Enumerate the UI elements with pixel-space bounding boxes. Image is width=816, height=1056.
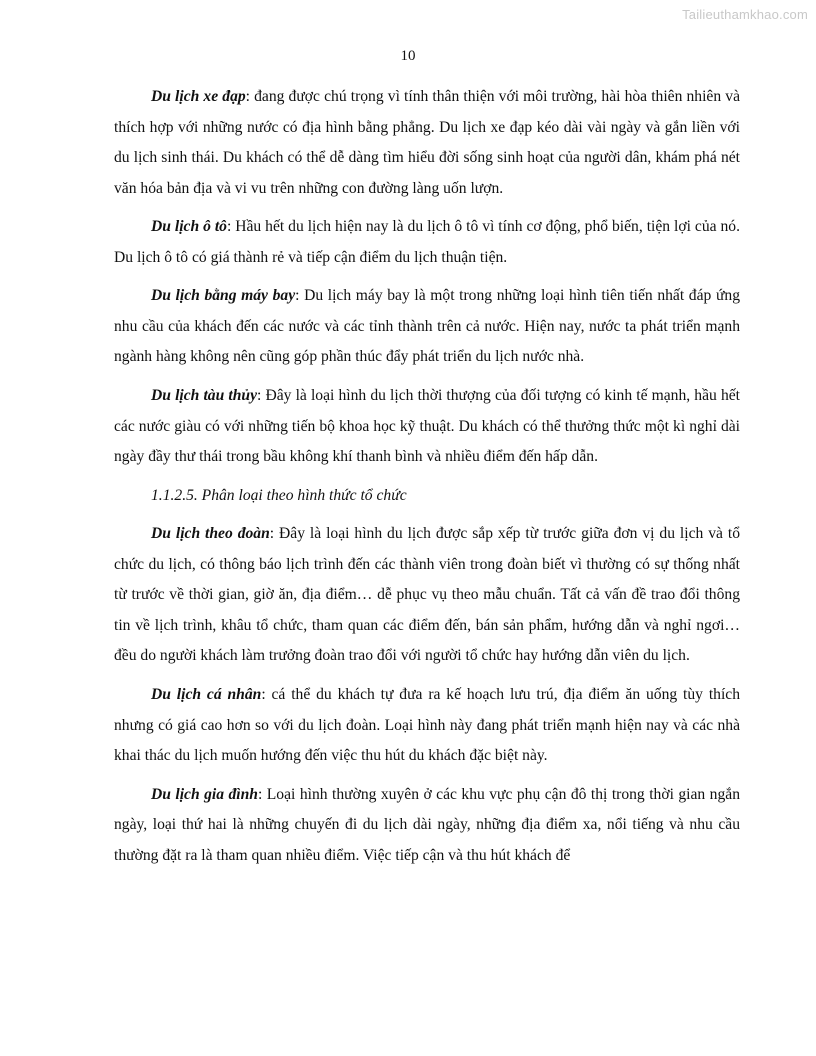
paragraph-text: : đang được chú trọng vì tính thân thiện với môi trường, hài hòa thiên nhiên và thích hợp với những nước có địa hình bằng phẳng. Du lịch xe đạp kéo dài vài ngày và gắn liền với du lịch sinh thái. Du khách có thể dễ dàng tìm hiểu đời sống sinh hoạt của người dân, khám phá nét văn hóa bản địa và vi vu trên những con đường làng uốn lượn. (114, 88, 740, 197)
term-cruise-tourism: Du lịch tàu thủy (151, 387, 257, 405)
paragraph-text: : Hầu hết du lịch hiện nay là du lịch ô tô vì tính cơ động, phổ biến, tiện lợi của nó. Du lịch ô tô có giá thành rẻ và tiếp cận điểm du lịch thuận tiện. (114, 218, 740, 266)
paragraph-cruise-tourism (114, 381, 740, 473)
term-family-tourism: Du lịch gia đình (151, 785, 258, 803)
paragraph-individual-tourism (114, 680, 740, 772)
document-body (114, 82, 740, 880)
paragraph-text: : Đây là loại hình du lịch được sắp xếp từ trước giữa đơn vị du lịch và tổ chức du lịch, có thông báo lịch trình đến các thành viên trong đoàn biết vì thường có sự thống nhất từ trước về thời gian, giờ ăn, địa điểm… dễ phục vụ theo mẫu chuẩn. Tất cả vấn đề trao đổi thông tin về lịch trình, khâu tổ chức, tham quan các điểm đến, bán sản phẩm, hướng dẫn và nghỉ ngơi… đều do người khách làm trưởng đoàn trao đổi với người tổ chức hay hướng dẫn viên du lịch. (114, 525, 740, 665)
term-air-tourism: Du lịch bằng máy bay (151, 287, 296, 305)
paragraph-text: : Loại hình thường xuyên ở các khu vực phụ cận đô thị trong thời gian ngắn ngày, loại thứ hai là những chuyến đi du lịch dài ngày, những địa điểm xa, nổi tiếng và nhu cầu thường đặt ra là tham quan nhiều điểm. Việc tiếp cận và thu hút khách để (114, 785, 740, 864)
paragraph-group-tourism (114, 519, 740, 672)
term-car-tourism: Du lịch ô tô (151, 218, 227, 236)
term-individual-tourism: Du lịch cá nhân (151, 686, 262, 704)
paragraph-air-tourism (114, 281, 740, 373)
paragraph-car-tourism (114, 212, 740, 273)
section-heading: 1.1.2.5. Phân loại theo hình thức tổ chức (151, 486, 407, 504)
term-group-tourism: Du lịch theo đoàn (151, 525, 270, 543)
paragraph-text: : Du lịch máy bay là một trong những loại hình tiên tiến nhất đáp ứng nhu cầu của khách đến các nước và các tỉnh thành trên cả nước. Hiện nay, nước ta phát triển mạnh ngành hàng không nên cũng góp phần thúc đẩy phát triển du lịch nước nhà. (114, 287, 740, 366)
paragraph-family-tourism (114, 780, 740, 872)
paragraph-text: : cá thể du khách tự đưa ra kế hoạch lưu trú, địa điểm ăn uống tùy thích nhưng có giá cao hơn so với du lịch đoàn. Loại hình này đang phát triển mạnh hiện nay và các nhà khai thác du lịch muốn hướng đến việc thu hút du khách đặc biệt này. (114, 686, 741, 765)
paragraph-text: : Đây là loại hình du lịch thời thượng của đối tượng có kinh tế mạnh, hầu hết các nước giàu có với những tiến bộ khoa học kỹ thuật. Du khách có thể thưởng thức một kì nghỉ dài ngày đầy thư thái trong bầu không khí thanh bình và nhiều điểm đến hấp dẫn. (114, 387, 741, 466)
page-number: 10 (400, 48, 416, 64)
watermark: Tailieuthamkhao.com (682, 7, 808, 22)
paragraph-bicycle-tourism (114, 82, 740, 204)
term-bicycle-tourism: Du lịch xe đạp (151, 88, 246, 105)
